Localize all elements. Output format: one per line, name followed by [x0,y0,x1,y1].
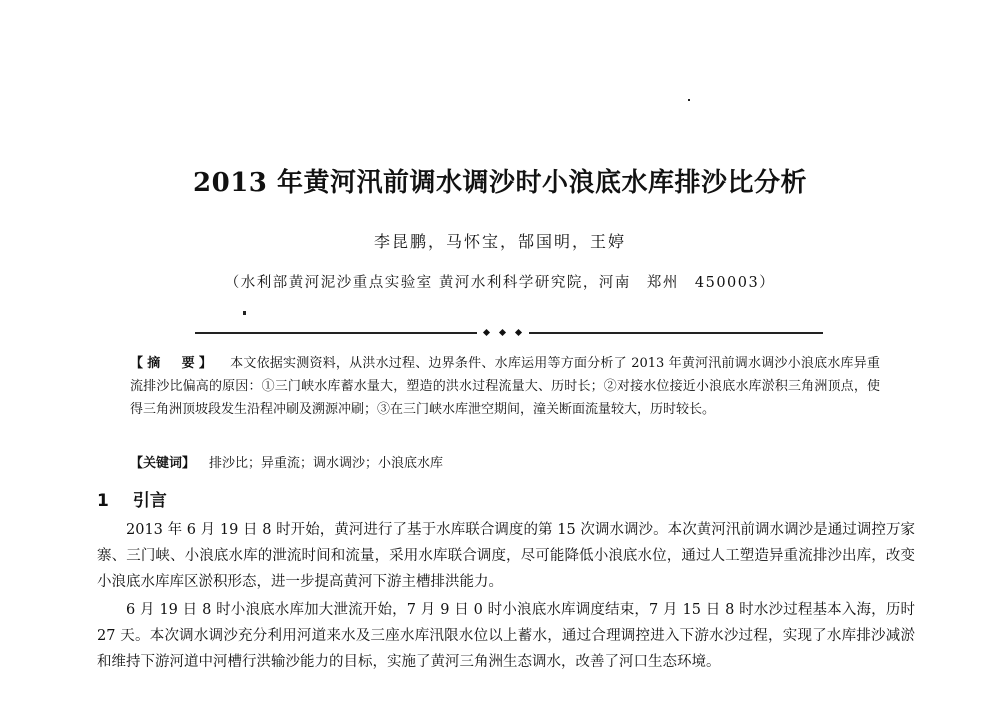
divider-diamond [483,329,490,336]
keywords-label: 【关键词】 [130,456,196,471]
section-number: 1 [97,491,109,511]
paper-title: 2013 年黄河汛前调水调沙时小浪底水库排沙比分析 [193,168,807,198]
abstract-label: 【摘 要】 [130,356,217,371]
abstract-text: 本文依据实测资料，从洪水过程、边界条件、水库运用等方面分析了 2013 年黄河汛前调水调沙小浪底水库异重流排沙比偏高的原因：①三门峡水库蓄水量大，塑造的洪水过程流量大、历时长；②对接水位接近小浪底水库淤积三角洲顶点，使得三角洲顶坡段发生沿程冲刷及溯源冲刷；③在三门峡水库泄空期间，潼关断面流量较大，历时较长。 [130,356,880,417]
section-title: 引言 [132,491,167,511]
divider-diamond [499,329,506,336]
scan-speck [243,311,246,315]
ornamental-divider [195,330,823,336]
scan-speck [688,99,690,101]
divider-line-left [195,332,477,334]
author-affiliation: （水利部黄河泥沙重点实验室 黄河水利科学研究院，河南 郑州 450003） [224,275,776,291]
keywords-block [130,454,880,474]
abstract-block [130,352,880,421]
keywords-text: 排沙比；异重流；调水调沙；小浪底水库 [209,456,444,471]
divider-line-right [529,332,823,334]
author-list: 李昆鹏，马怀宝，郜国明，王婷 [373,232,626,251]
divider-diamond [515,329,522,336]
section-heading [97,490,167,512]
body-paragraph: 6 月 19 日 8 时小浪底水库加大泄流开始，7 月 9 日 0 时小浪底水库调度结束，7 月 15 日 8 时水沙过程基本入海，历时 27 天。本次调水调沙充分利用河道来水及三座水库汛限水位以上蓄水，通过合理调控进入下游水沙过程，实现了水库排沙减淤和维持下游河道中河槽行洪输沙能力的目标，实施了黄河三角洲生态调水，改善了河口生态环境。 [97,602,915,670]
body-paragraph: 2013 年 6 月 19 日 8 时开始，黄河进行了基于水库联合调度的第 15 次调水调沙。本次黄河汛前调水调沙是通过调控万家寨、三门峡、小浪底水库的泄流时间和流量，采用水库联合调度，尽可能降低小浪底水位，通过人工塑造异重流排沙出库，改变小浪底水库库区淤积形态，进一步提高黄河下游主槽排洪能力。 [97,522,915,590]
